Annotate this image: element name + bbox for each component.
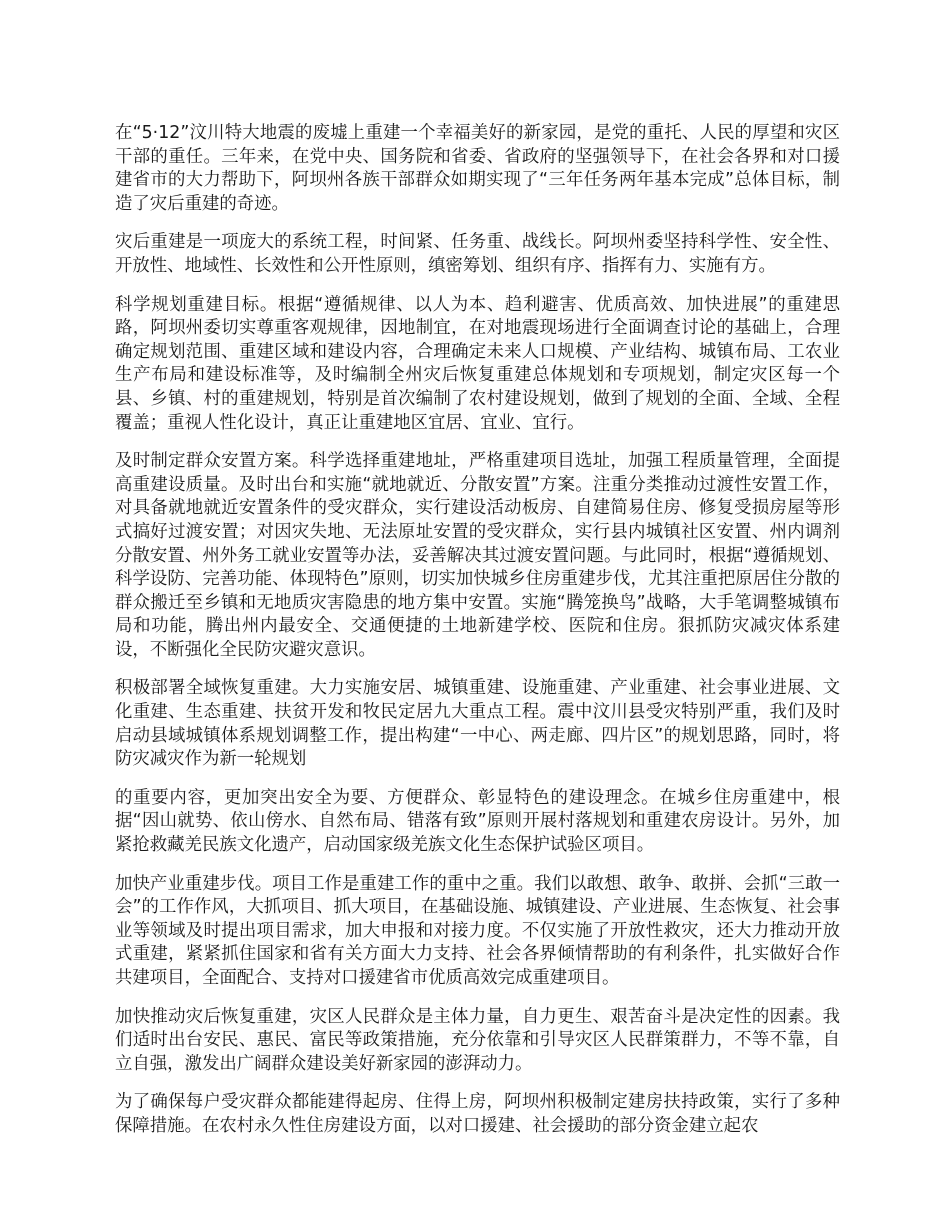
paragraph-8: 加快推动灾后恢复重建，灾区人民群众是主体力量，自力更生、艰苦奋斗是决定性的因素。我们适时出台安民、惠民、富民等政策措施，充分依靠和引导灾区人民群策群力，不等不靠，自立自强，激发出广阔群众建设美好新家园的澎湃动力。 xyxy=(115,1006,840,1074)
paragraph-3: 科学规划重建目标。根据“遵循规律、以人为本、趋利避害、优质高效、加快进展”的重建思路，阿坝州委切实尊重客观规律，因地制宜，在对地震现场进行全面调查讨论的基础上，合理确定规划范围、重建区域和建设内容，合理确定未来人口规模、产业结构、城镇布局、工农业生产布局和建设标准等，及时编制全州灾后恢复重建总体规划和专项规划，制定灾区每一个县、乡镇、村的重建规划，特别是首次编制了农村建设规划，做到了规划的全面、全域、全程覆盖；重视人性化设计，真正让重建地区宜居、宜业、宜行。 xyxy=(115,294,840,433)
paragraph-1: 在“5·12”汶川特大地震的废墟上重建一个幸福美好的新家园，是党的重托、人民的厚望和灾区干部的重任。三年来，在党中央、国务院和省委、省政府的坚强领导下，在社会各界和对口援建省市的大力帮助下，阿坝州各族干部群众如期实现了“三年任务两年基本完成”总体目标，制造了灾后重建的奇迹。 xyxy=(115,123,840,214)
paragraph-4: 及时制定群众安置方案。科学选择重建地址，严格重建项目选址，加强工程质量管理，全面提高重建设质量。及时出台和实施“就地就近、分散安置”方案。注重分类推动过渡性安置工作，对具备就地就近安置条件的受灾群众，实行建设活动板房、自建简易住房、修复受损房屋等形式搞好过渡安置；对因灾失地、无法原址安置的受灾群众，实行县内城镇社区安置、州内调剂分散安置、州外务工就业安置等办法，妥善解决其过渡安置问题。与此同时，根据“遵循规划、科学设防、完善功能、体现特色”原则，切实加快城乡住房重建步伐，尤其注重把原居住分散的群众搬迁至乡镇和无地质灾害隐患的地方集中安置。实施“腾笼换鸟”战略，大手笔调整城镇布局和功能，腾出州内最安全、交通便捷的土地新建学校、医院和住房。狠抓防灾减灾体系建设，不断强化全民防灾避灾意识。 xyxy=(115,451,840,660)
paragraph-5: 积极部署全域恢复重建。大力实施安居、城镇重建、设施重建、产业重建、社会事业进展、文化重建、生态重建、扶贫开发和牧民定居九大重点工程。震中汶川县受灾特别严重，我们及时启动县域城镇体系规划调整工作，提出构建“一中心、两走廊、四片区”的规划思路，同时，将防灾减灾作为新一轮规划 xyxy=(115,678,840,770)
paragraph-9: 为了确保每户受灾群众都能建得起房、住得上房，阿坝州积极制定建房扶持政策，实行了多种保障措施。在农村永久性住房建设方面，以对口援建、社会援助的部分资金建立起农 xyxy=(115,1092,840,1136)
document-body xyxy=(115,122,840,1154)
paragraph-7: 加快产业重建步伐。项目工作是重建工作的重中之重。我们以敢想、敢争、敢拼、会抓“三敢一会”的工作作风，大抓项目、抓大项目，在基础设施、城镇建设、产业进展、生态恢复、社会事业等领域及时提出项目需求，加大申报和对接力度。不仅实施了开放性救灾，还大力推动开放式重建，紧紧抓住国家和省有关方面大力支持、社会各界倾情帮助的有利条件，扎实做好合作共建项目，全面配合、支持对口援建省市优质高效完成重建项目。 xyxy=(115,873,840,988)
paragraph-2: 灾后重建是一项庞大的系统工程，时间紧、任务重、战线长。阿坝州委坚持科学性、安全性、开放性、地域性、长效性和公开性原则，缜密筹划、组织有序、指挥有力、实施有方。 xyxy=(115,232,840,276)
paragraph-6: 的重要内容，更加突出安全为要、方便群众、彰显特色的建设理念。在城乡住房重建中，根据“因山就势、依山傍水、自然布局、错落有致”原则开展村落规划和重建农房设计。另外，加紧抢救藏羌民族文化遗产，启动国家级羌族文化生态保护试验区项目。 xyxy=(115,787,840,856)
